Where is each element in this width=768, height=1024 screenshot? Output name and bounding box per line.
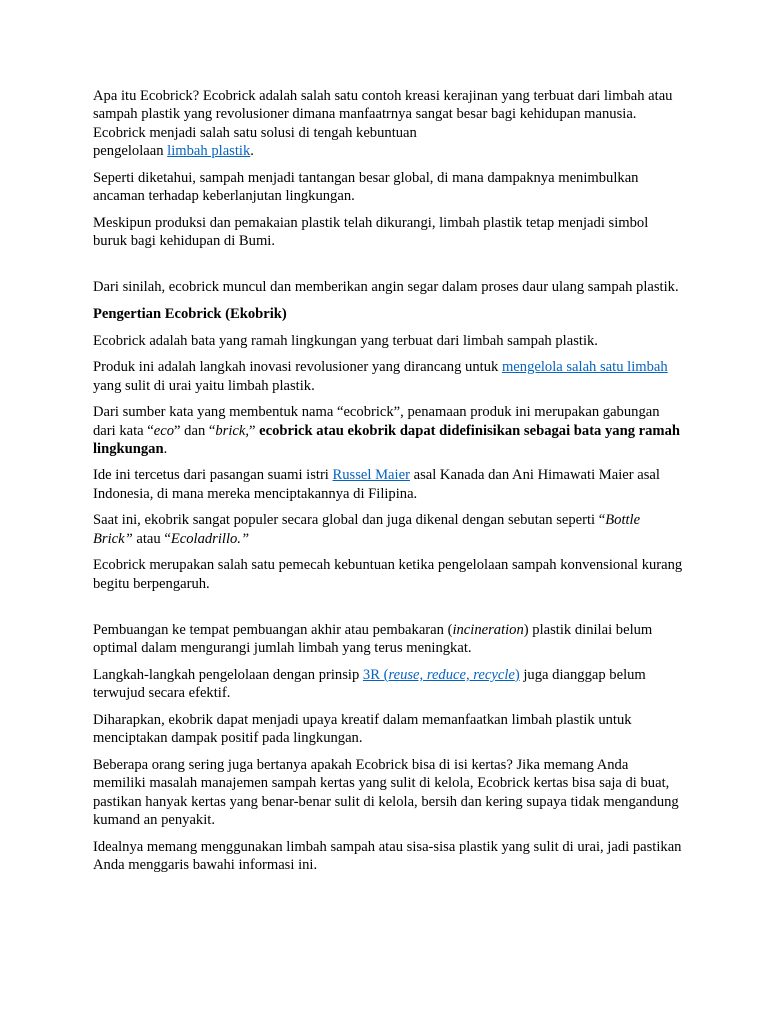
paragraph-global-challenge: Seperti diketahui, sampah menjadi tantangan besar global, di mana dampaknya menimbulkan ancaman terhadap keberlanjutan lingkungan.	[93, 169, 639, 204]
section-heading	[93, 305, 683, 323]
paragraph-ecobrick-emergence: Dari sinilah, ecobrick muncul dan memberikan angin segar dalam proses daur ulang sampah plastik.	[93, 279, 679, 296]
paragraph-plastic-symbol: Meskipun produksi dan pemakaian plastik telah dikurangi, limbah plastik tetap menjadi simbol buruk bagi kehidupan di Bumi.	[93, 214, 649, 249]
origin-pre: Ide ini tercetus dari pasangan suami istri	[93, 467, 333, 484]
paragraph-intro	[93, 87, 683, 160]
etymology-mid: ” dan “	[174, 422, 216, 439]
3r-pre: Langkah-langkah pengelolaan dengan prinsip	[93, 667, 363, 684]
heading-text: Pengertian Ecobrick (Ekobrik)	[93, 305, 287, 322]
paragraph-hope: Diharapkan, ekobrik dapat menjadi upaya kreatif dalam memanfaatkan limbah plastik untuk menciptakan dampak positif pada lingkungan.	[93, 712, 632, 747]
paragraph-definition: Ecobrick adalah bata yang ramah lingkungan yang terbuat dari limbah sampah plastik.	[93, 332, 598, 349]
incineration-pre: Pembuangan ke tempat pembuangan akhir atau pembakaran (	[93, 622, 453, 639]
paragraph-paper-question: Beberapa orang sering juga bertanya apakah Ecobrick bisa di isi kertas? Jika memang Anda memiliki masalah manajemen sampah kertas yang sulit di kelola, Ecobrick kertas bisa saja di buat, pastikan hanyak kertas yang benar-benar sulit di kelola, bersih dan kering supaya tidak mengandung kumand an penyakit.	[93, 757, 679, 828]
etymology-pre: Dari sumber kata yang membentuk nama “ecobrick”, penamaan produk ini merupakan gabungan dari kata “	[93, 404, 660, 439]
popularity-bottle-brick: Bottle Brick”	[93, 512, 641, 547]
popularity-pre: Saat ini, ekobrik sangat populer secara global dan juga dikenal dengan sebutan seperti “	[93, 512, 606, 529]
paragraph-3r	[93, 666, 683, 703]
link-3r[interactable]	[363, 667, 520, 683]
paragraph-intro-pre-link: pengelolaan	[93, 142, 168, 159]
link-limbah-plastik[interactable]: limbah plastik	[167, 142, 251, 159]
etymology-brick: brick,	[215, 422, 250, 439]
paragraph-origin	[93, 466, 683, 503]
3r-link-pre: 3R (	[362, 667, 389, 684]
paragraph-intro-text: Apa itu Ecobrick? Ecobrick adalah salah satu contoh kreasi kerajinan yang terbuat dari limbah atau sampah plastik yang revolusioner dimana manfaatrnya sangat besar bagi kehidupan manusia. Ecobrick menjadi salah satu solusi di tengah kebuntuan	[93, 88, 673, 141]
paragraph-incineration	[93, 621, 683, 658]
popularity-mid: atau “	[132, 530, 171, 547]
etymology-after: ”	[249, 422, 260, 439]
3r-post: juga dianggap belum terwujud secara efektif.	[93, 667, 646, 702]
paragraph-solution: Ecobrick merupakan salah satu pemecah kebuntuan ketika pengelolaan sampah konvensional kurang begitu berpengaruh.	[93, 557, 683, 592]
paragraph-etymology	[93, 403, 683, 458]
3r-link-italic: reuse, reduce, recycle	[388, 667, 515, 684]
link-mengelola-limbah[interactable]: mengelola salah satu limbah	[501, 359, 668, 376]
etymology-end: .	[163, 440, 168, 457]
incineration-post: ) plastik dinilai belum optimal dalam mengurangi jumlah limbah yang terus meningkat.	[93, 622, 653, 657]
paragraph-innovation	[93, 358, 683, 395]
etymology-bold-definition: ecobrick atau ekobrik dapat didefinisikan sebagai bata yang ramah lingkungan	[93, 422, 681, 457]
etymology-eco: eco	[153, 422, 175, 439]
popularity-ecoladrillo: Ecoladrillo.”	[170, 530, 250, 547]
paragraph-ideal: Idealnya memang menggunakan limbah sampah atau sisa-sisa plastik yang sulit di urai, jadi pastikan Anda menggaris bawahi informasi ini.	[93, 838, 682, 873]
incineration-italic: incineration	[452, 622, 524, 639]
origin-post: asal Kanada dan Ani Himawati Maier asal Indonesia, di mana mereka menciptakannya di Filipina.	[93, 467, 660, 502]
paragraph-innovation-pre: Produk ini adalah langkah inovasi revolusioner yang dirancang untuk	[93, 359, 502, 376]
paragraph-intro-end: .	[250, 142, 254, 159]
paragraph-popularity	[93, 511, 683, 548]
document-body	[93, 87, 683, 883]
3r-link-post: )	[514, 667, 520, 684]
link-russel-maier[interactable]: Russel Maier	[332, 467, 410, 484]
paragraph-innovation-post: yang sulit di urai yaitu limbah plastik.	[93, 377, 315, 394]
